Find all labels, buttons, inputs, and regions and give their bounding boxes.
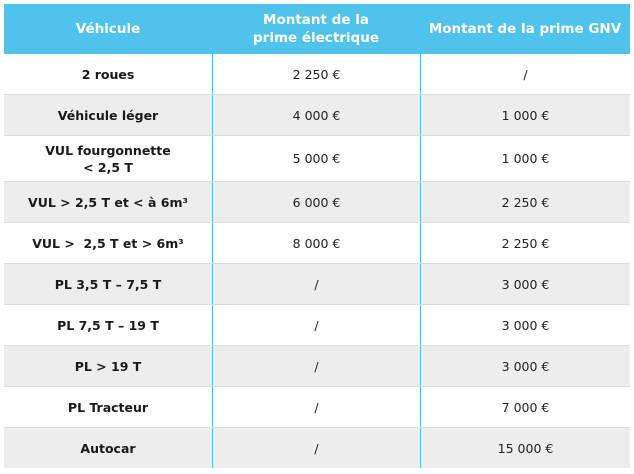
gnv-cell: 1 000 € <box>420 95 630 135</box>
gnv-cell: 2 250 € <box>420 182 630 222</box>
vehicle-cell: VUL > 2,5 T et < à 6m³ <box>28 194 188 210</box>
table-row <box>4 387 630 428</box>
electric-cell: / <box>212 346 420 386</box>
electric-cell: / <box>212 264 420 304</box>
electric-cell: / <box>212 305 420 345</box>
table-row <box>4 54 630 95</box>
electric-cell: / <box>212 428 420 468</box>
gnv-cell: 3 000 € <box>420 346 630 386</box>
electric-cell: 2 250 € <box>212 54 420 94</box>
table-row <box>4 223 630 264</box>
vehicle-cell: Véhicule léger <box>57 107 159 123</box>
gnv-cell: / <box>420 54 630 94</box>
table-row <box>4 346 630 387</box>
electric-cell: 4 000 € <box>212 95 420 135</box>
vehicle-cell: PL > 19 T <box>74 358 142 374</box>
table-row <box>4 264 630 305</box>
table-row <box>4 305 630 346</box>
vehicle-cell: VUL > 2,5 T et > 6m³ <box>32 235 184 251</box>
table-header <box>4 4 630 54</box>
gnv-cell: 2 250 € <box>420 223 630 263</box>
electric-cell: / <box>212 387 420 427</box>
vehicle-cell: PL Tracteur <box>67 399 149 415</box>
header-vehicle: Véhicule <box>75 21 141 37</box>
vehicle-cell: 2 roues <box>81 66 135 82</box>
header-gnv: Montant de la prime GNV <box>428 21 622 37</box>
electric-cell: 8 000 € <box>212 223 420 263</box>
header-electric-line1: Montant de la <box>263 12 369 28</box>
gnv-cell: 15 000 € <box>420 428 630 468</box>
gnv-cell: 7 000 € <box>420 387 630 427</box>
vehicle-line2: < 2,5 T <box>83 159 133 175</box>
vehicle-cell: Autocar <box>80 440 136 456</box>
table-row <box>4 428 630 468</box>
vehicle-line1: VUL fourgonnette <box>45 142 171 158</box>
gnv-cell: 1 000 € <box>420 136 630 181</box>
header-electric-line2: prime électrique <box>253 30 379 46</box>
table-row <box>4 136 630 182</box>
gnv-cell: 3 000 € <box>420 305 630 345</box>
table-row <box>4 95 630 136</box>
gnv-cell: 3 000 € <box>420 264 630 304</box>
table-row <box>4 182 630 223</box>
vehicle-cell <box>4 136 212 181</box>
vehicle-cell: PL 7,5 T – 19 T <box>57 317 159 333</box>
electric-cell: 5 000 € <box>212 136 420 181</box>
electric-cell: 6 000 € <box>212 182 420 222</box>
prime-table <box>4 4 630 468</box>
header-electric <box>212 4 420 54</box>
vehicle-cell: PL 3,5 T – 7,5 T <box>54 276 162 292</box>
